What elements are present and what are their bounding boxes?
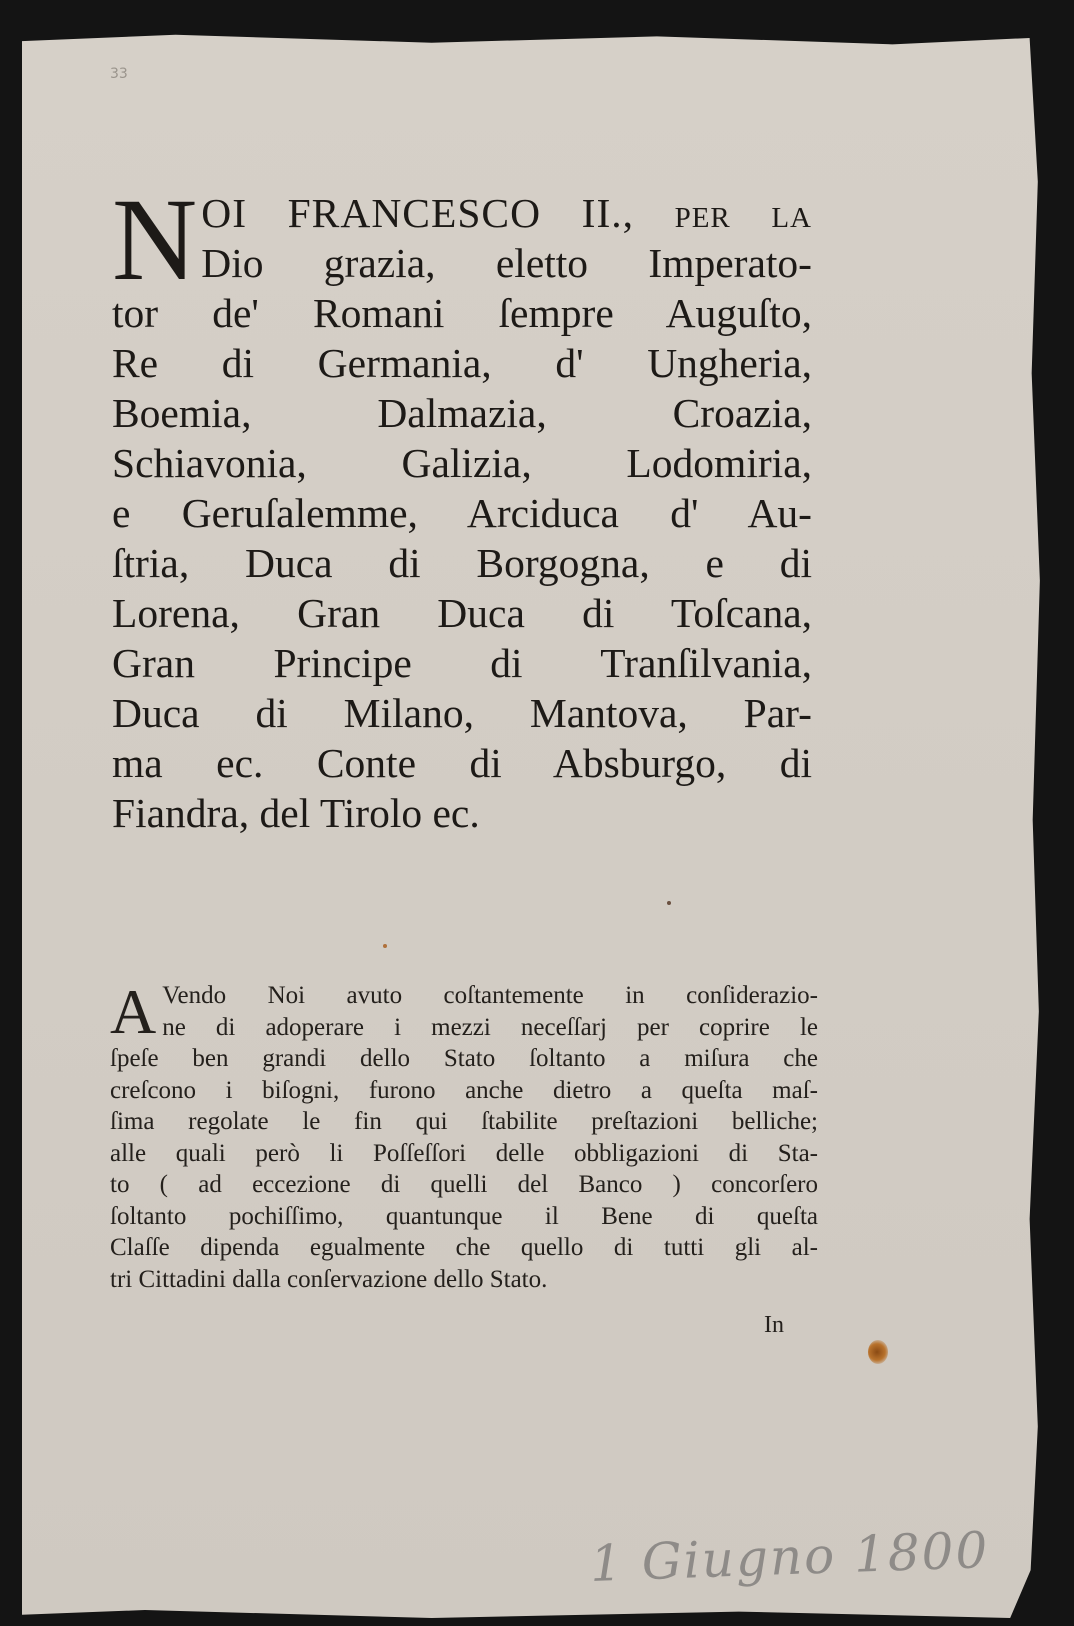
body-line: ſima regolate le fin qui ſtabilite preſtazioni belliche;: [110, 1108, 818, 1135]
title-dropcap: N: [112, 174, 198, 305]
body-line: alle quali però li Poſſeſſori delle obbligazioni di Sta-: [110, 1139, 818, 1167]
body-line: ſpeſe ben grandi dello Stato ſoltanto a miſura che: [110, 1045, 818, 1072]
title-line: e Geruſalemme, Arciduca d' Au-: [112, 490, 812, 536]
title-line: Schiavonia, Galizia, Lodomiria,: [112, 440, 812, 486]
title-line: OI FRANCESCO II., per la: [201, 190, 812, 236]
title-line: Lorena, Gran Duca di Toſcana,: [112, 590, 812, 636]
title-block: [112, 174, 812, 838]
foxing-stain: [868, 1340, 888, 1364]
body-line: creſcono i biſogni, furono anche dietro a queſta maſ-: [110, 1076, 818, 1104]
title-line: Fiandra, del Tirolo ec.: [112, 790, 480, 836]
title-line: ma ec. Conte di Absburgo, di: [112, 740, 812, 786]
title-line: tor de' Romani ſempre Auguſto,: [112, 290, 812, 336]
folio-number: 33: [110, 66, 128, 82]
handwritten-date: 1 Giugno 1800: [589, 1521, 991, 1593]
title-line: Re di Germania, d' Ungheria,: [112, 340, 812, 386]
body-line: ne di adoperare i mezzi neceſſarj per coprire le: [162, 1013, 818, 1041]
body-paragraph: [110, 976, 818, 1295]
body-line: to ( ad eccezione di quelli del Banco ) concorſero: [110, 1171, 818, 1198]
body-dropcap: A: [110, 976, 157, 1047]
ink-speck: [667, 901, 671, 905]
title-line: ſtria, Duca di Borgogna, e di: [112, 540, 812, 586]
body-line: Claſſe dipenda egualmente che quello di tutti gli al-: [110, 1234, 818, 1261]
body-line: tri Cittadini dalla conſervazione dello Stato.: [110, 1265, 548, 1293]
body-line: Vendo Noi avuto coſtantemente in conſiderazio-: [162, 982, 818, 1009]
catchword: In: [764, 1312, 784, 1338]
ink-speck: [383, 944, 387, 948]
title-line: Gran Principe di Tranſilvania,: [112, 640, 812, 686]
body-line: ſoltanto pochiſſimo, quantunque il Bene di queſta: [110, 1202, 818, 1230]
title-line: Duca di Milano, Mantova, Par-: [112, 690, 812, 736]
title-line: Dio grazia, eletto Imperato-: [201, 240, 812, 286]
title-line: Boemia, Dalmazia, Croazia,: [112, 390, 812, 436]
